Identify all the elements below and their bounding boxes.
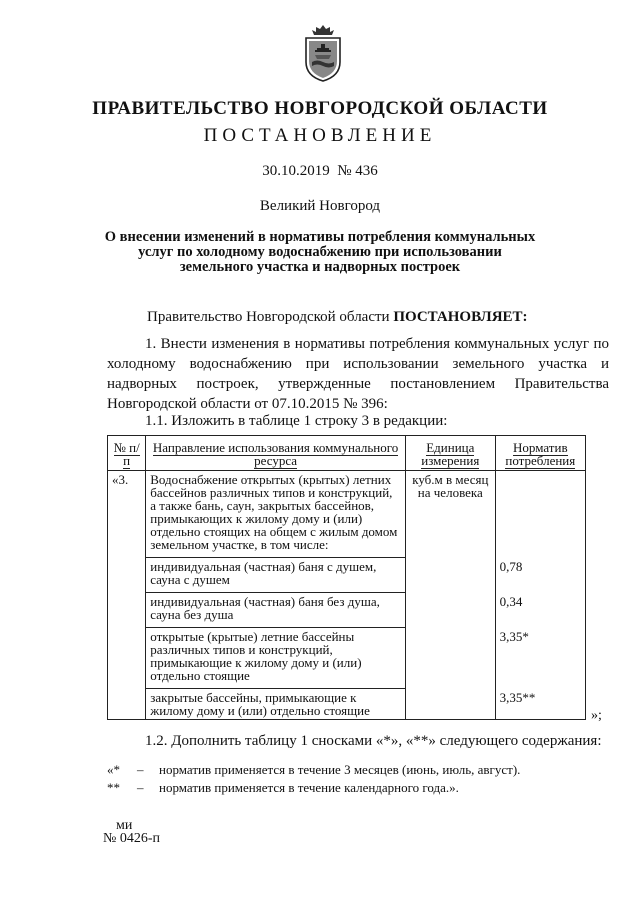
row-unit: куб.м в месяц на человека <box>405 471 495 558</box>
sub-row-label: открытые (крытые) летние бассейны различных типов и конструкций, примыкающие к жилому дому и (или) отдельно стоящие <box>146 628 406 689</box>
table-header-row <box>108 436 586 471</box>
number-sign: № <box>337 163 352 179</box>
decree-lead: Правительство Новгородской области <box>147 309 390 325</box>
footnote-dash: – <box>137 780 144 795</box>
table-row <box>108 689 586 720</box>
sub-row-value: 0,78 <box>495 558 585 593</box>
row-number: «3. <box>108 471 146 558</box>
table-row <box>108 593 586 628</box>
date-number-line <box>0 163 640 180</box>
header-norm: Норматив потребления <box>495 436 585 471</box>
sub-row-label: закрытые бассейны, примыкающие к жилому дому и (или) отдельно стоящие <box>146 689 406 720</box>
decree-verb: ПОСТАНОВЛЯЕТ: <box>393 309 528 325</box>
sub-row-value: 3,35** <box>495 689 585 720</box>
footnote <box>107 780 459 796</box>
government-title: ПРАВИТЕЛЬСТВО НОВГОРОДСКОЙ ОБЛАСТИ <box>92 98 548 119</box>
table-row <box>108 628 586 689</box>
norms-table <box>107 435 586 720</box>
table-row <box>108 558 586 593</box>
footnote-dash: – <box>137 762 144 777</box>
footnote-text: норматив применяется в течение 3 месяцев (июнь, июль, август). <box>159 762 521 777</box>
document-number: 436 <box>355 163 378 179</box>
footnote-text: норматив применяется в течение календарного года.». <box>159 780 459 795</box>
row-main-text: Водоснабжение открытых (крытых) летних бассейнов различных типов и конструкций, а также бань, саун, закрытых бассейнов, примыкающих к жилому дому и (или) отдельно стоящих на общем с жилым домом земельном участке, в том числе: <box>146 471 406 558</box>
sub-row-label: индивидуальная (частная) баня без душа, сауна без душа <box>146 593 406 628</box>
document-type: ПОСТАНОВЛЕНИЕ <box>203 125 437 146</box>
sub-row-value: 3,35* <box>495 628 585 689</box>
table-row <box>108 471 586 558</box>
header-num: № п/п <box>108 436 146 471</box>
header-unit: Единица измерения <box>405 436 495 471</box>
issue-place: Великий Новгород <box>259 198 381 214</box>
executor-initials: ми <box>116 818 133 833</box>
document-subject: О внесении изменений в нормативы потребления коммунальных услуг по холодному водоснабжению при использовании земельного участка и надворных построек <box>104 229 536 275</box>
table-row-end: »; <box>591 708 602 723</box>
footnote-mark: ** <box>107 780 120 795</box>
document-date: 30.10.2019 <box>262 163 330 179</box>
sub-row-label: индивидуальная (частная) баня с душем, сауна с душем <box>146 558 406 593</box>
decree-line <box>147 309 528 326</box>
paragraph-1: 1. Внести изменения в нормативы потребления коммунальных услуг по холодному водоснабжению при использовании земельного участка и надворных построек, утвержденные постановлением Правительства Новгородской области от 07.10.2015 № 396: <box>107 336 609 412</box>
footnote-mark: «* <box>107 762 120 777</box>
header-direction: Направление использования коммунального ресурса <box>146 436 406 471</box>
sub-row-value: 0,34 <box>495 593 585 628</box>
paragraph-1-2: 1.2. Дополнить таблицу 1 сносками «*», «**» следующего содержания: <box>145 733 602 749</box>
coat-of-arms-emblem <box>301 24 345 82</box>
row-norm-empty <box>495 471 585 558</box>
footnote <box>107 762 520 778</box>
paragraph-1-1: 1.1. Изложить в таблице 1 строку 3 в редакции: <box>145 413 448 429</box>
document-code: № 0426-п <box>103 831 161 846</box>
